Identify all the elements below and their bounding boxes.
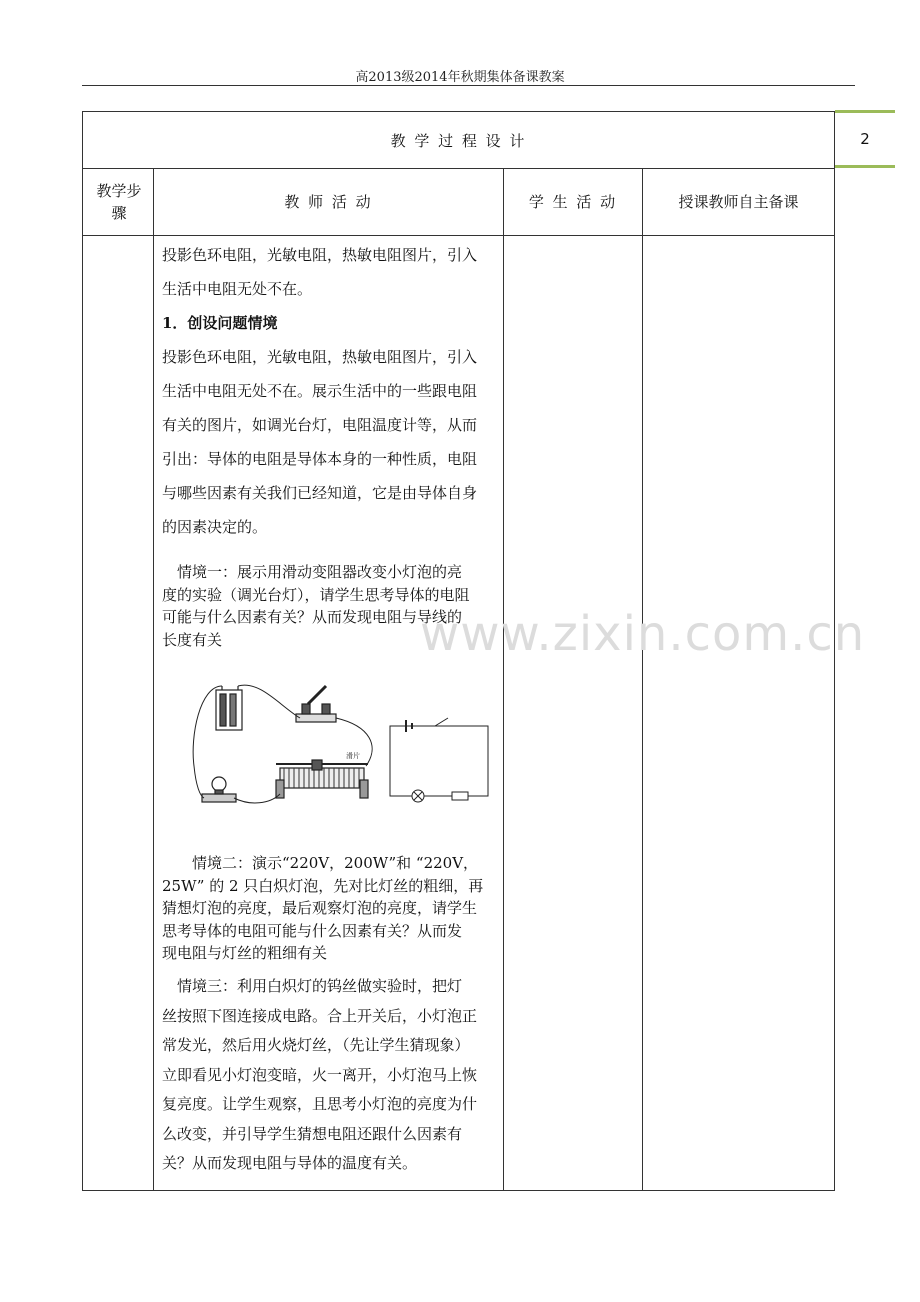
scenario-3-line: 复亮度。让学生观察，且思考小灯泡的亮度为什 xyxy=(162,1095,478,1113)
col-divider-2 xyxy=(503,168,504,1191)
tab-bar-bottom xyxy=(835,165,895,168)
battery-icon xyxy=(216,686,242,730)
table-title: 教 学 过 程 设 计 xyxy=(390,132,527,150)
scenario-3-line: 丝按照下图连接成电路。合上开关后，小灯泡正 xyxy=(162,1006,478,1025)
scenario-2-line: 情境二：演示“220V，200W”和 “220V， xyxy=(162,854,479,872)
scenario-2-line: 猜想灯泡的亮度，最后观察灯泡的亮度，请学生 xyxy=(162,899,478,917)
col-header-notes: 授课教师自主备课 xyxy=(678,193,799,211)
scenario-2-line: 现电阻与灯丝的粗细有关 xyxy=(162,944,328,962)
scenario-3-line: 么改变，并引导学生猜想电阻还跟什么因素有 xyxy=(162,1124,463,1143)
intro-line-1: 投影色环电阻，光敏电阻，热敏电阻图片，引入 xyxy=(162,246,478,264)
switch-icon xyxy=(296,686,336,722)
para-line: 的因素决定的。 xyxy=(162,518,268,536)
scenario-3-block xyxy=(162,972,498,1179)
rheostat-icon xyxy=(276,760,368,798)
para-line: 生活中电阻无处不在。展示生活中的一些跟电阻 xyxy=(162,382,478,400)
scenario-1-line: 长度有关 xyxy=(162,630,223,649)
scenario-3-line: 常发光，然后用火烧灯丝，（先让学生猜现象） xyxy=(162,1036,470,1054)
scenario-3-line: 立即看见小灯泡变暗，火一离开，小灯泡马上恢 xyxy=(162,1065,478,1084)
scenario-2-line: 25W” 的 2 只白炽灯泡，先对比灯丝的粗细，再 xyxy=(162,876,484,895)
col-header-step: 教学步骤 xyxy=(96,182,142,222)
col-header-teacher: 教 师 活 动 xyxy=(284,193,373,211)
watermark: www.zixin.com.cn xyxy=(420,606,866,662)
para-line: 投影色环电阻，光敏电阻，热敏电阻图片，引入 xyxy=(162,348,478,366)
scenario-3-line: 关？从而发现电阻与导体的温度有关。 xyxy=(162,1154,418,1172)
lamp-icon xyxy=(202,777,236,802)
tab-bar-top xyxy=(835,110,895,113)
section-heading: 1．创设问题情境 xyxy=(162,314,278,332)
scenario-1-line: 情境一：展示用滑动变阻器改变小灯泡的亮 xyxy=(162,563,463,581)
para-line: 有关的图片，如调光台灯，电阻温度计等，从而 xyxy=(162,416,478,434)
col-divider-3 xyxy=(642,168,643,1191)
page-header-title: 高2013级2014年秋期集体备课教案 xyxy=(355,70,565,85)
intro-block xyxy=(162,238,498,544)
circuit-schematic xyxy=(390,718,488,802)
scenario-2-block xyxy=(162,852,498,965)
page-number-tab xyxy=(835,110,895,168)
scenario-1-line: 可能与什么因素有关？从而发现电阻与导线的 xyxy=(162,608,463,626)
header-rule xyxy=(82,85,855,86)
scenario-2-line: 思考导体的电阻可能与什么因素有关？从而发 xyxy=(162,921,463,940)
circuit-figure xyxy=(180,676,500,816)
para-line: 与哪些因素有关我们已经知道，它是由导体自身 xyxy=(162,484,478,502)
col-header-student: 学 生 活 动 xyxy=(528,193,618,211)
rheostat-label: 滑片 xyxy=(346,752,360,760)
col-divider-1 xyxy=(153,168,154,1191)
scenario-1-block xyxy=(162,561,498,651)
scenario-3-line: 情境三：利用白炽灯的钨丝做实验时，把灯 xyxy=(162,977,463,995)
page-number: 2 xyxy=(860,130,870,148)
intro-line-2: 生活中电阻无处不在。 xyxy=(162,280,313,298)
table-rule-header xyxy=(82,235,835,236)
para-line: 引出：导体的电阻是导体本身的一种性质，电阻 xyxy=(162,450,478,468)
table-rule-title xyxy=(82,168,835,169)
scenario-1-line: 度的实验（调光台灯），请学生思考导体的电阻 xyxy=(162,585,470,604)
